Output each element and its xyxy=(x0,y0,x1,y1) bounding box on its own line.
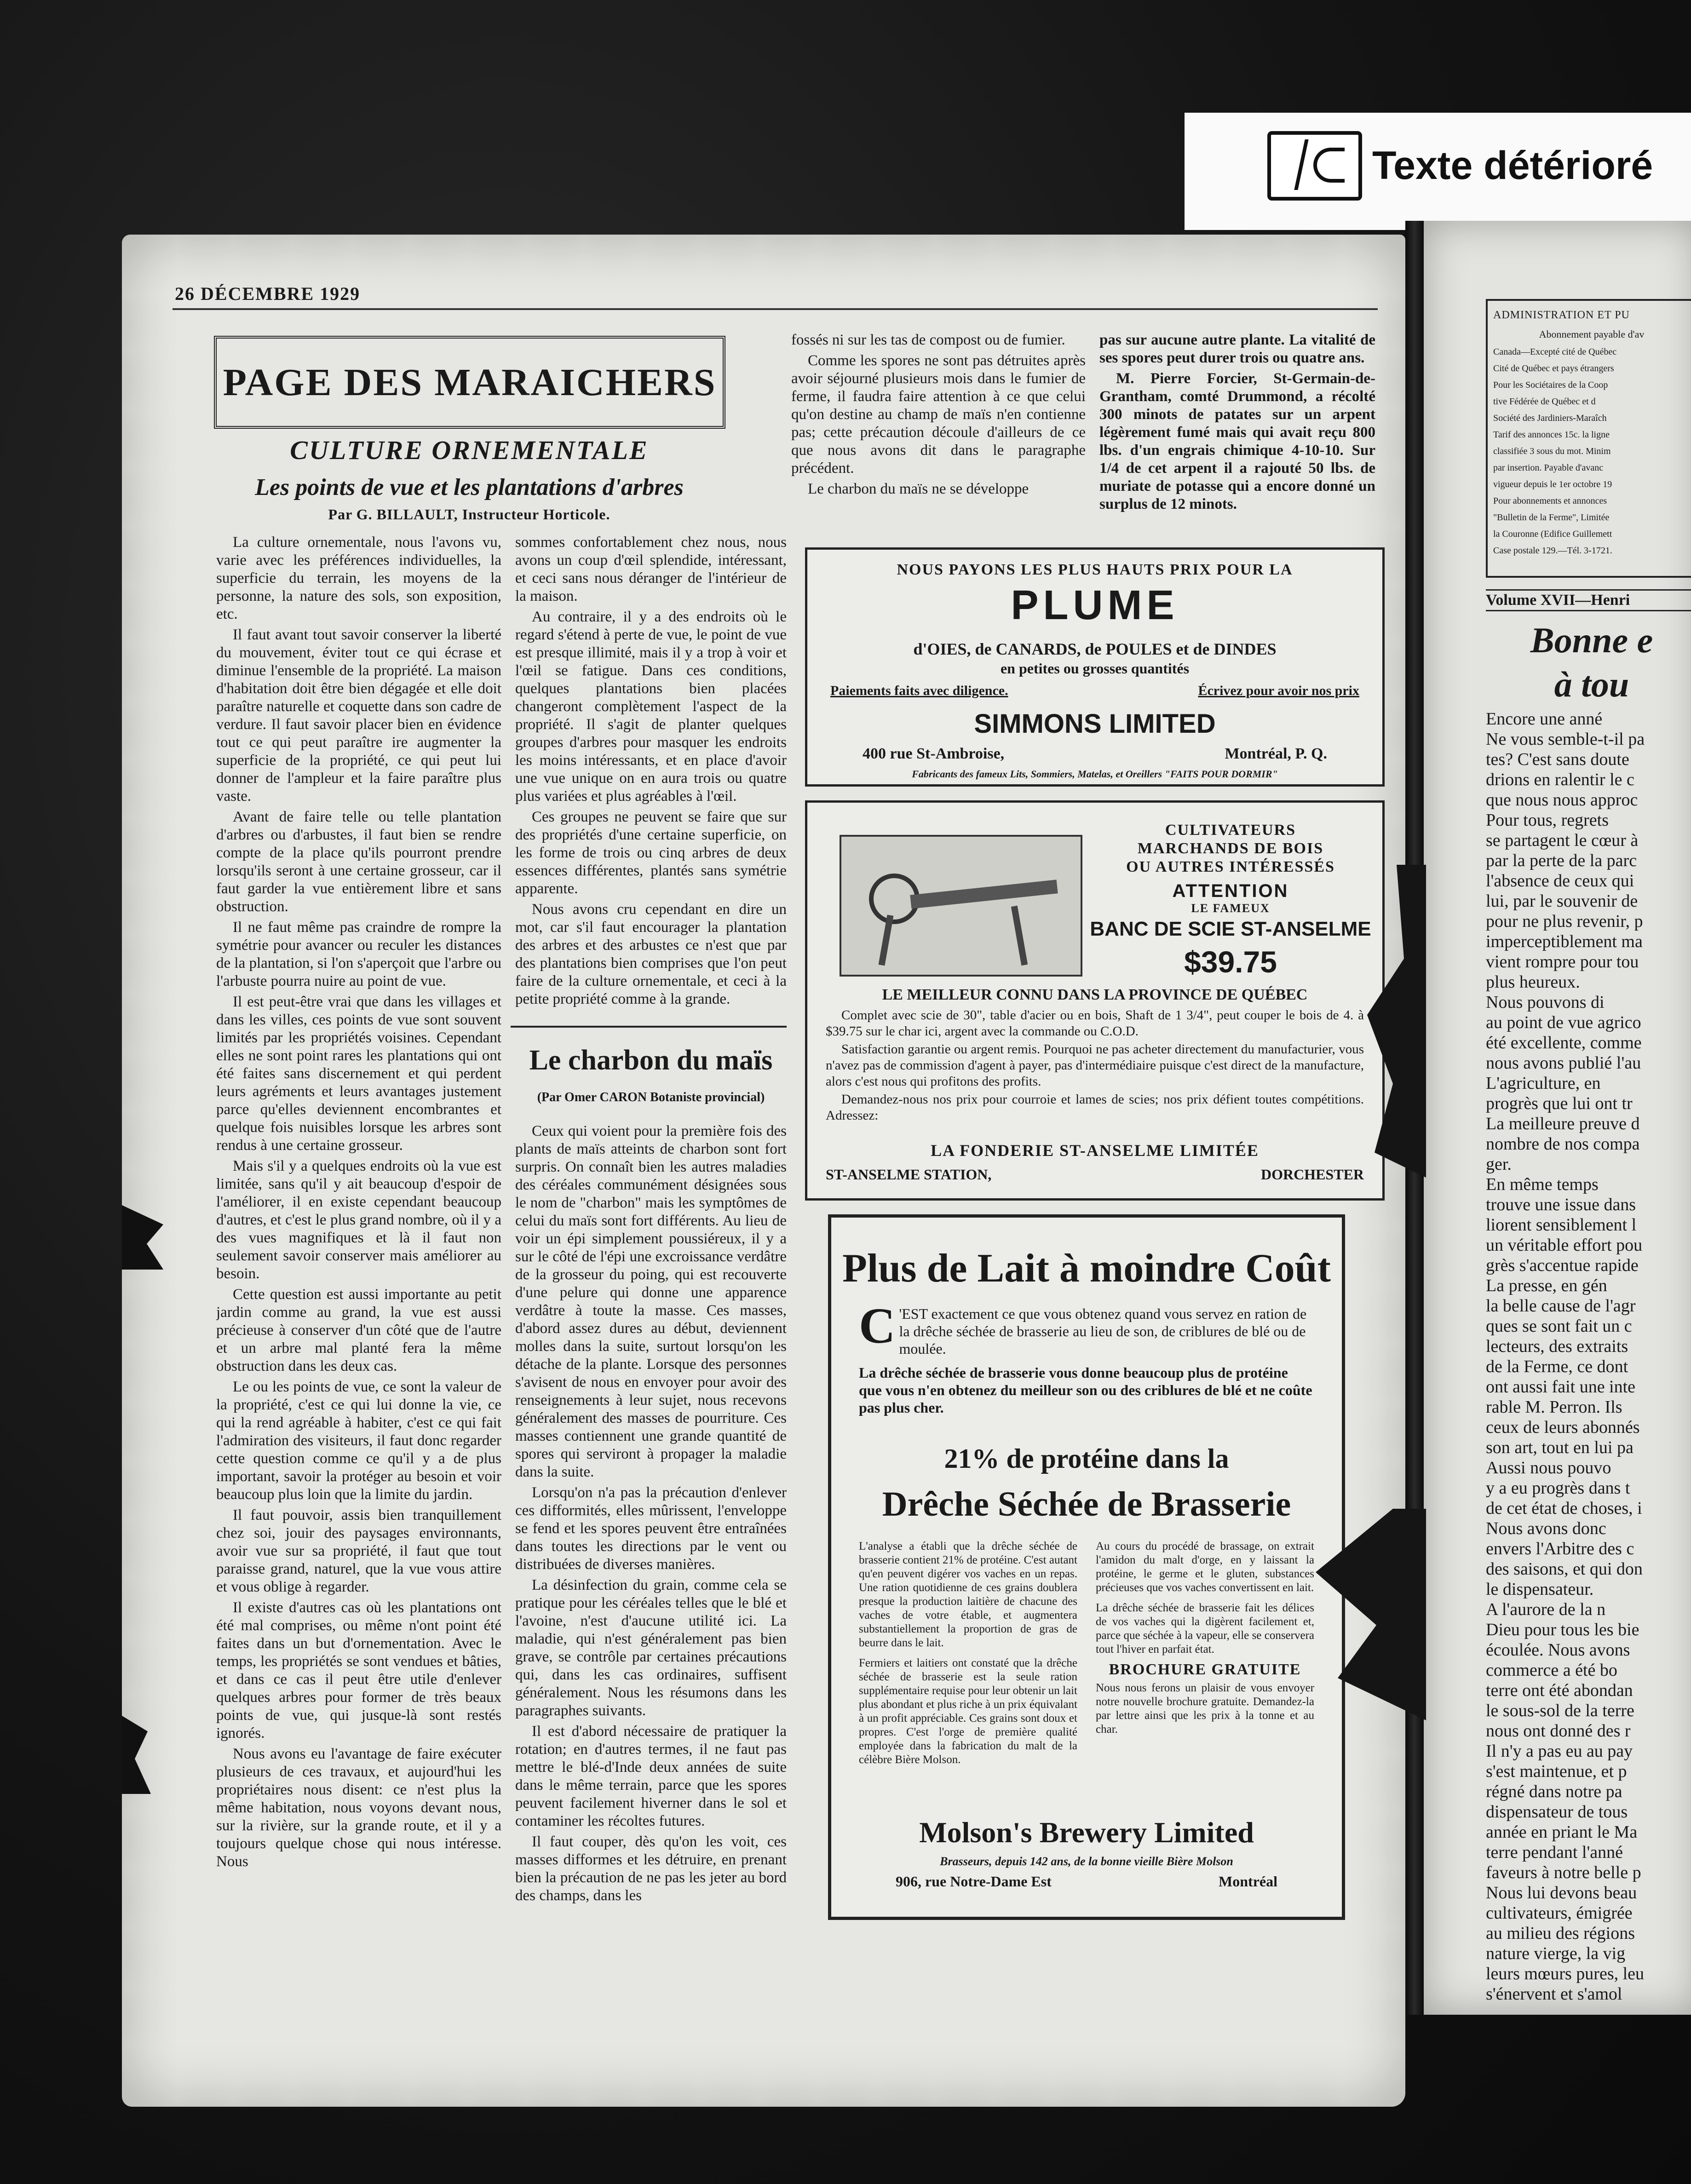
ad-intro-text: 'EST exactement ce que vous obtenez quand vous servez en ration de la drêche séchée de brasserie au lieu de son, de criblures de blé ou de moulée. xyxy=(899,1305,1307,1357)
paragraph: Au contraire, il y a des endroits où le regard s'étend à perte de vue, le point de vue est presque illimité, mais il y a trop à voir et l'œil se fatigue. Dans ces conditions, quelques plantations bien placées changeront complètement l'aspect de la propriété. Il s'agit de planter quelques groupes d'arbres pour masquer les endroits les moins intéressants, et en place d'avoir une vue unique on en aura trois ou quatre plus variées et plus agréables à l'œil. xyxy=(515,609,787,805)
ad-line: MARCHANDS DE BOIS xyxy=(1137,840,1324,857)
paragraph: La drêche séchée de brasserie fait les délices de vos vaches qui la digèrent facilement et, parce que séchée à la vapeur, elle se conservera tout l'hiver en parfait état. xyxy=(1096,1602,1314,1655)
ad-columns xyxy=(859,1540,1314,1773)
article-line: ques se sont fait un c xyxy=(1486,1316,1632,1336)
article-line: progrès que lui ont tr xyxy=(1486,1094,1633,1113)
brochure-heading: BROCHURE GRATUITE xyxy=(1109,1661,1301,1678)
article-line: vient rompre pour tou xyxy=(1486,952,1639,971)
admin-line: Tarif des annonces 15c. la ligne xyxy=(1493,430,1610,440)
article-line: trouve une issue dans xyxy=(1486,1195,1636,1214)
article2-byline: (Par Omer CARON Botaniste provincial) xyxy=(537,1090,765,1104)
paragraph: Fermiers et laitiers ont constaté que la drêche séchée de brasserie est la seule ration supplémentaire requise pour leur obtenir un lait plus abondant et plus riche à un prix équivalant à un profit appréciable. Ces grains sont doux et propres. C'est l'orge de première qualité employée dans la fabrication du malt de la célèbre Bière Molson. xyxy=(859,1657,1077,1766)
article-line: par la perte de la parc xyxy=(1486,851,1637,870)
paragraph: Il faut couper, dès qu'on les voit, ces masses difformes et les détruire, en prenant bien la précaution de ne pas les jeter au bord des champs, dans les xyxy=(515,1833,787,1904)
ad-station: ST-ANSELME STATION, xyxy=(826,1166,992,1183)
article-line: de cet état de choses, i xyxy=(1486,1499,1642,1518)
paragraph: Nous avons cru cependant en dire un mot, car s'il faut encourager la plantation des arbres et des arbustes ce n'est que par des plantations bien comprises que l'on peut faire de la culture ornementale, et ceci à la petite propriété comme à la grande. xyxy=(515,901,787,1007)
article-line: ceux de leurs abonnés xyxy=(1486,1418,1640,1437)
paragraph: Ceux qui voient pour la première fois des plants de maïs atteints de charbon sont fort surpris. On connaît bien les autres maladies des céréales communément désignées sous le nom de "charbon" mais les symptômes de celui du maïs sont fort différents. Au lieu de voir un épi simplement poussiéreux, il y a sur le côté de l'épi une excroissance verdâtre de la grosseur du poing, qui est recouverte d'une pelure qui donne une apparence verdâtre à toute la masse. Ces masses, d'abord assez dures au début, deviennent molles dans la suite, surtout lorsqu'on les détache de la plante. Lorsque des personnes s'avisent de nous en envoyer pour avoir des renseignements à leur sujet, nous recevons généralement des masses de pourriture. Ces masses contiennent une grande quantité de spores qui serviront à propager la maladie dans la suite. xyxy=(515,1123,787,1480)
article-line: le sous-sol de la terre xyxy=(1486,1701,1634,1720)
article-line: rable M. Perron. Ils xyxy=(1486,1397,1622,1417)
right-article-body xyxy=(1486,709,1691,2004)
article-line: Nous pouvons di xyxy=(1486,993,1605,1012)
article1-title: CULTURE ORNEMENTALE xyxy=(290,435,649,465)
article-line: ont aussi fait une inte xyxy=(1486,1377,1636,1397)
molson-advertisement xyxy=(828,1214,1345,1920)
farm-news-notice: M. Pierre Forcier, St-Germain-de-Grantham, comté Drummond, a récolté 300 minots de patates sur un arpent légèrement fumé mais qui avait reçu 800 lbs. d'un engrais chimique 4-10-10. Sur 1/4 de cet arpent il a rajouté 50 lbs. de muriate de potasse qui a encore donné un surplus de 12 minots. xyxy=(1099,370,1375,512)
article-line: année en priant le Ma xyxy=(1486,1822,1638,1842)
admin-line: Pour abonnements et annonces xyxy=(1493,496,1607,506)
ad-attention: ATTENTION xyxy=(1172,881,1289,901)
article-line: plus heureux. xyxy=(1486,972,1580,992)
article-line: pour ne plus revenir, p xyxy=(1486,912,1643,931)
admin-line: Canada—Excepté cité de Québec xyxy=(1493,347,1617,357)
admin-line: la Couronne (Edifice Guillemett xyxy=(1493,529,1612,539)
ad-city: Montréal, P. Q. xyxy=(1225,745,1327,762)
article-line: terre pendant l'anné xyxy=(1486,1843,1623,1862)
article-line: Dieu pour tous les bie xyxy=(1486,1620,1639,1639)
article-line: se partagent le cœur à xyxy=(1486,831,1639,850)
paragraph: Il ne faut même pas craindre de rompre la symétrie pour avancer ou reculer les distances de la plantation, si l'on s'aperçoit que l'arbre ou l'arbuste pourra nuire au point de vue. xyxy=(216,919,501,989)
article-line: La presse, en gén xyxy=(1486,1276,1607,1295)
article-line: nombre de nos compa xyxy=(1486,1134,1640,1154)
admin-heading: ADMINISTRATION ET PU xyxy=(1493,309,1630,321)
paragraph: La culture ornementale, nous l'avons vu, varie avec les préférences individuelles, la superficie du terrain, les moyens de la personne, la nature des sols, son exposition, etc. xyxy=(216,534,501,622)
paragraph: Il est peut-être vrai que dans les villages et dans les villes, ces points de vue sont souvent limités par les propriétés voisines. Cependant elles ne sont point rares les plantations qui ont été faites sans discernement et qui perdent leurs agréments et leurs avantages justement parce qu'elles deviennent encombrantes et quelque fois nuisibles lorsque les arbres sont rendus à une certaine grosseur. xyxy=(216,994,501,1154)
article-line: tes? C'est sans doute xyxy=(1486,750,1629,769)
paragraph: Satisfaction garantie ou argent remis. Pourquoi ne pas acheter directement du manufacturier, vous n'avez pas de commission d'agent à payer, pas d'intermédiaire puisque c'est direct de la manufacture, alors c'est nous qui profitons des profits. xyxy=(826,1042,1364,1089)
ad-tagline: Brasseurs, depuis 142 ans, de la bonne vieille Bière Molson xyxy=(940,1855,1233,1868)
paragraph: Complet avec scie de 30", table d'acier ou en bois, Shaft de 1 3/4", peut couper le bois de 4. à $39.75 sur le char ici, argent avec la commande ou C.O.D. xyxy=(826,1008,1364,1039)
ad-line: CULTIVATEURS xyxy=(1165,822,1296,839)
paragraph: Cette question est aussi importante au petit jardin comme au grand, la vue est aussi précieuse à conserver d'un côté que de l'autre et un arbre mal planté fera la même obstruction dans les deux cas. xyxy=(216,1286,501,1374)
ad-county: DORCHESTER xyxy=(1260,1166,1364,1183)
saw-leg xyxy=(1011,906,1028,966)
article-line: Nous lui devons beau xyxy=(1486,1883,1637,1902)
admin-line: par insertion. Payable d'avanc xyxy=(1493,463,1604,473)
paragraph: fossés ni sur les tas de compost ou de fumier. xyxy=(791,332,1065,348)
article-line: lecteurs, des extraits xyxy=(1486,1337,1628,1356)
article-line: envers l'Arbitre des c xyxy=(1486,1539,1634,1558)
paragraph: L'analyse a établi que la drêche séchée de brasserie contient 21% de protéine. C'est autant qu'en peuvent digérer vos vaches en un repas. Une ration quotidienne de ces grains doublera presque la production laitière de chacune des vaches de votre étable, et augmentera substantiellement la proportion de gras de beurre dans le lait. xyxy=(859,1540,1077,1649)
admin-line: classifiée 3 sous du mot. Minim xyxy=(1493,446,1611,456)
ad-address: 906, rue Notre-Dame Est xyxy=(896,1873,1052,1890)
article-line: y a eu progrès dans t xyxy=(1486,1478,1630,1498)
article-line: A l'aurore de la n xyxy=(1486,1600,1606,1619)
article-line: s'énervent et s'amol xyxy=(1486,1984,1622,2004)
article-line: nous avons publié l'au xyxy=(1486,1053,1641,1073)
ad-headline: NOUS PAYONS LES PLUS HAUTS PRIX POUR LA xyxy=(897,561,1293,578)
saw-ad-body xyxy=(826,987,1364,1126)
admin-line: vigueur depuis le 1er octobre 19 xyxy=(1493,479,1612,489)
paragraph: pas sur aucune autre plante. La vitalité de ses spores peut durer trois ou quatre ans. xyxy=(1099,332,1375,366)
headline-line-2: à tou xyxy=(1554,664,1629,704)
paragraph: Mais s'il y a quelques endroits où la vue est limitée, sans qu'il y ait beaucoup d'espoir de l'améliorer, il en existe cependant beaucoup d'autres, et c'est le plus grand nombre, où il y a des vues magnifiques et là il faut non seulement savoir conserver mais améliorer au besoin. xyxy=(216,1158,501,1282)
admin-line: Cité de Québec et pays étrangers xyxy=(1493,363,1614,374)
article-line: commerce a été bo xyxy=(1486,1661,1617,1680)
paragraph: Comme les spores ne sont pas détruites après avoir séjourné plusieurs mois dans le fumier de ferme, il faudra faire attention à ce que celui qu'on destine au champ de maïs n'en contienne pas; cette précaution découle d'ailleurs de ce que nous avons dit dans le paragraphe précédent. xyxy=(791,352,1086,477)
ad-heading: Drêche Séchée de Brasserie xyxy=(882,1485,1291,1523)
article1-column-1 xyxy=(216,534,501,2006)
article-line: liorent sensiblement l xyxy=(1486,1215,1637,1235)
article-line: drions en ralentir le c xyxy=(1486,770,1634,789)
ad-price: $39.75 xyxy=(1184,945,1277,979)
article-line: l'absence de ceux qui xyxy=(1486,871,1634,891)
ad-company: Molson's Brewery Limited xyxy=(919,1816,1254,1849)
article2-column-3 xyxy=(1099,331,1375,515)
article2-column-2 xyxy=(791,331,1086,515)
ad-line: OU AUTRES INTÉRESSÉS xyxy=(1126,858,1335,875)
article-line: En même temps xyxy=(1486,1175,1599,1194)
article1-subtitle: Les points de vue et les plantations d'arbres xyxy=(255,474,684,500)
ad-subheading: 21% de protéine dans la xyxy=(944,1443,1229,1474)
article-line: nous ont donné des r xyxy=(1486,1721,1631,1741)
article2-column-1 xyxy=(515,1122,787,2006)
paragraph: Avant de faire telle ou telle plantation d'arbres ou d'arbustes, il faut bien se rendre compte de la place qu'ils pourront prendre lorsqu'ils seront à une certaine grosseur, car il faut garder la vue entièrement libre et sans obstruction. xyxy=(216,809,501,915)
article-line: leurs mœurs pures, leu xyxy=(1486,1964,1645,1983)
ad-left-note: Paiements faits avec diligence. xyxy=(830,683,1008,698)
ad-intro xyxy=(859,1298,1314,1423)
ad-product: BANC DE SCIE ST-ANSELME xyxy=(1090,918,1371,940)
paragraph: Demandez-nous nos prix pour courroie et lames de scies; nos prix défient toutes compétitions. Adressez: xyxy=(826,1092,1364,1123)
article-line: terre ont été abondan xyxy=(1486,1681,1633,1700)
article-line: faveurs à notre belle p xyxy=(1486,1863,1641,1882)
deteriorated-document-icon xyxy=(1267,131,1362,201)
ad-product: PLUME xyxy=(1011,582,1179,628)
paragraph: La désinfection du grain, comme cela se pratique pour les céréales telles que le blé et l'avoine, n'est d'aucune utilité ici. La maladie, qui n'est généralement pas bien grave, se contrôle par certaines précautions qui, dans les cas ordinaires, suffisent généralement. Nous les résumons dans les paragraphes suivants. xyxy=(515,1577,787,1719)
article-line: s'est maintenue, et p xyxy=(1486,1762,1627,1781)
admin-subheading: Abonnement payable d'av xyxy=(1539,328,1645,340)
ad-subline-2: en petites ou grosses quantités xyxy=(1000,660,1190,677)
article-line: été excellente, comme xyxy=(1486,1033,1642,1052)
article-line: au milieu des régions xyxy=(1486,1924,1635,1943)
ad-city: Montréal xyxy=(1219,1873,1277,1890)
paragraph: Nous avons eu l'avantage de faire exécuter plusieurs de ces travaux, et aujourd'hui les propriétaires nous disent: ce n'est plus la même habitation, nous voyons devant nous, sur la rivière, sur la grande route, et il y a toujours quelque chose qui nous intéresse. Nous xyxy=(216,1746,501,1870)
page-title: PAGE DES MARAICHERS xyxy=(223,361,717,404)
ad-title: Plus de Lait à moindre Coût xyxy=(842,1246,1331,1291)
deteriorated-text-badge xyxy=(1267,131,1653,201)
paragraph: Il faut avant tout savoir conserver la liberté du mouvement, éviter tout ce qui écrase et diminue l'ensemble de la propriété. La maison d'habitation doit être bien dégagée et elle doit paraître naturelle et coquette dans son cadre de verdure. Il faut savoir placer bien en évidence tout ce qui peut paraître ire augmenter la superficie de la propriété, ce qui peut lui donner de l'ampleur et la faire paraître plus vaste. xyxy=(216,626,501,805)
plume-advertisement xyxy=(805,547,1385,787)
badge-label: Texte détérioré xyxy=(1372,144,1653,188)
article-line: Il n'y a pas eu au pay xyxy=(1486,1741,1633,1761)
paragraph: Il faut pouvoir, assis bien tranquillement chez soi, jouir des paysages environnants, avoir vue sur sa propriété, il faut que tout paraisse grand, naturel, que la vue vous attire et vous oblige à regarder. xyxy=(216,1507,501,1595)
article-line: au point de vue agrico xyxy=(1486,1013,1641,1032)
article1-column-2 xyxy=(515,534,787,1012)
article-line: Pour tous, regrets xyxy=(1486,810,1609,830)
article-line: imperceptiblement ma xyxy=(1486,932,1643,951)
saw-bench-advertisement xyxy=(805,800,1385,1201)
saw-bench-illustration xyxy=(840,835,1082,977)
paragraph: Au cours du procédé de brassage, on extrait l'amidon du malt d'orge, en y laissant la protéine, le germe et le gluten, substances précieuses que vos vaches convertissent en lait. xyxy=(1096,1540,1314,1594)
article-line: grès s'accentue rapide xyxy=(1486,1256,1639,1275)
ad-company: LA FONDERIE ST-ANSELME LIMITÉE xyxy=(931,1141,1259,1160)
saw-ad-headline-block xyxy=(1088,821,1373,979)
admin-line: "Bulletin de la Ferme", Limitée xyxy=(1493,512,1610,523)
admin-line: Société des Jardiniers-Maraîch xyxy=(1493,413,1607,423)
admin-line: Pour les Sociétaires de la Coop xyxy=(1493,380,1608,390)
paragraph: Le ou les points de vue, ce sont la valeur de la propriété, c'est ce qui lui donne la vie, ce qui la rend agréable à habiter, c'est ce qui fait l'admiration des visiteurs, il faut donc regarder cette question comme ce qu'il y a de plus important, savoir la protéger au besoin et voir beaucoup plus loin que la limite du jardin. xyxy=(216,1379,501,1503)
article-line: un véritable effort pou xyxy=(1486,1236,1643,1255)
ad-address: 400 rue St-Ambroise, xyxy=(863,745,1005,762)
admin-line: tive Fédérée de Québec et d xyxy=(1493,397,1596,407)
article2-title: Le charbon du maïs xyxy=(529,1045,773,1076)
article-line: des saisons, et qui don xyxy=(1486,1559,1643,1579)
article-line: Aussi nous pouvo xyxy=(1486,1458,1611,1477)
ad-intro-text-2: La drêche séchée de brasserie vous donne beaucoup plus de protéine que vous n'en obtenez du meilleur son ou des criblures de blé et ne coûte pas plus cher. xyxy=(859,1364,1312,1416)
article-line: Ne vous semble-t-il pa xyxy=(1486,730,1645,749)
header-rule xyxy=(173,308,1378,310)
admin-line: Case postale 129.—Tél. 3-1721. xyxy=(1493,546,1612,556)
paragraph: sommes confortablement chez nous, nous avons un coup d'œil splendide, intéressant, et ceci sans nous déranger de l'intérieur de la maison. xyxy=(515,534,787,604)
paragraph: Ces groupes ne peuvent se faire que sur des propriétés d'une certaine superficie, on les forme de trois ou cinq arbres de deux essences différentes, plantés sans symétrie apparente. xyxy=(515,809,787,897)
paragraph: Lorsqu'on n'a pas la précaution d'enlever ces difformités, elles mûrissent, l'enveloppe se fend et les spores peuvent être entraînées dans toutes les directions par le vent ou distribuées de diverses manières. xyxy=(515,1484,787,1573)
ad-column-right xyxy=(1096,1540,1314,1773)
volume-line: Volume XVII—Henri xyxy=(1486,589,1691,611)
ad-body-head: LE MEILLEUR CONNU DANS LA PROVINCE DE QUÉBEC xyxy=(882,986,1308,1003)
article-line: lui, par le souvenir de xyxy=(1486,891,1638,911)
administration-box xyxy=(1486,299,1691,578)
ad-line: LE FAMEUX xyxy=(1191,902,1270,915)
article-line: que nous nous approc xyxy=(1486,790,1638,810)
article-line: de la Ferme, ce dont xyxy=(1486,1357,1628,1376)
paragraph: Il est d'abord nécessaire de pratiquer la rotation; en d'autres termes, il ne faut pas mettre le blé-d'Inde deux années de suite dans le même terrain, parce que les spores peuvent facilement hiverner dans le sol et contaminer les récoltes futures. xyxy=(515,1723,787,1829)
article-line: nature vierge, la vig xyxy=(1486,1944,1626,1963)
saw-table xyxy=(910,879,1058,908)
article-divider xyxy=(511,1026,787,1028)
ad-column-left xyxy=(859,1540,1077,1773)
article1-byline: Par G. BILLAULT, Instructeur Horticole. xyxy=(328,506,610,523)
paragraph: Il existe d'autres cas où les plantations ont été mal comprises, ou même n'ont point été faites dans un but d'ornementation. Avec le temps, les propriétés se sont vendues et bâties, et dans ce cas il peut être utile d'enlever quelques arbres pour former de très beaux points de vue, qui jusque-là sont restés ignorés. xyxy=(216,1599,501,1741)
issue-date: 26 DÉCEMBRE 1929 xyxy=(175,283,361,304)
article-line: écoulée. Nous avons xyxy=(1486,1640,1630,1660)
article-line: L'agriculture, en xyxy=(1486,1074,1601,1093)
page-title-box xyxy=(214,336,725,429)
ad-company: SIMMONS LIMITED xyxy=(974,709,1216,739)
article-line: Encore une anné xyxy=(1486,709,1603,729)
article-line: ger. xyxy=(1486,1155,1512,1174)
ad-right-note: Écrivez pour avoir nos prix xyxy=(1198,683,1359,698)
article-line: La meilleure preuve d xyxy=(1486,1114,1640,1133)
saw-leg xyxy=(879,915,894,966)
ad-subline: d'OIES, de CANARDS, de POULES et de DINDES xyxy=(913,640,1277,658)
article-line: la belle cause de l'agr xyxy=(1486,1296,1636,1316)
article-line: le dispensateur. xyxy=(1486,1580,1594,1599)
article-line: son art, tout en lui pa xyxy=(1486,1438,1633,1457)
paragraph: Le charbon du maïs ne se développe xyxy=(808,481,1029,497)
headline-line-1: Bonne e xyxy=(1530,620,1653,660)
ad-footer: Fabricants des fameux Lits, Sommiers, Matelas, et Oreillers "FAITS POUR DORMIR" xyxy=(912,768,1278,780)
right-page-content xyxy=(1486,299,1691,2004)
article-line: régné dans notre pa xyxy=(1486,1782,1622,1801)
article-line: cultivateurs, émigrée xyxy=(1486,1903,1633,1923)
drop-cap: C xyxy=(859,1298,896,1354)
paragraph: Nous nous ferons un plaisir de vous envoyer notre nouvelle brochure gratuite. Demandez-la par lettre ainsi que les prix à la tonne et au char. xyxy=(1096,1682,1314,1736)
article-line: dispensateur de tous xyxy=(1486,1802,1628,1822)
article-line: Nous avons donc xyxy=(1486,1519,1606,1538)
